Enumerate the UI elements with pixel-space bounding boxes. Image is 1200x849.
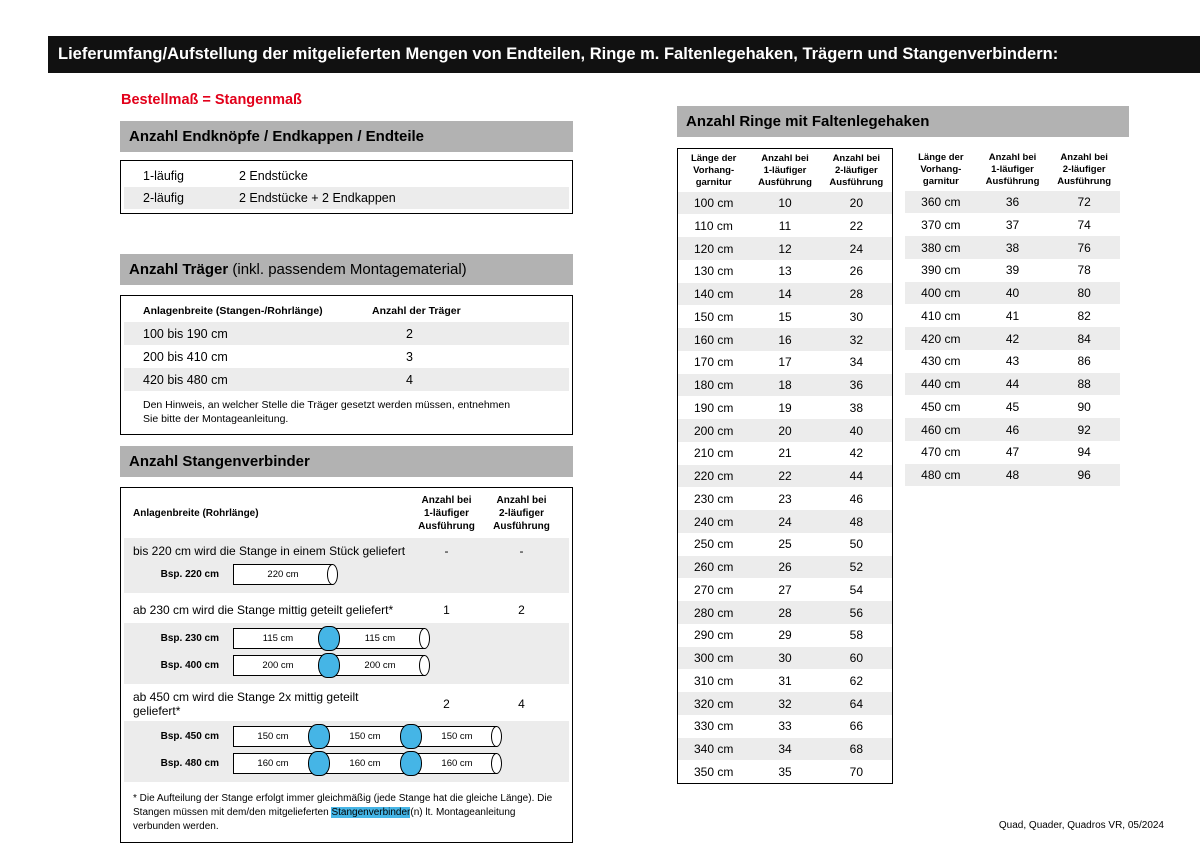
ring-count2-cell: 48 (849, 514, 863, 529)
ring-table-row (905, 282, 1120, 305)
ring-table-row (678, 578, 892, 601)
verbinder-count2-cell: 4 (518, 697, 525, 711)
ring-count1-cell: 27 (778, 582, 792, 597)
ring-table-row (678, 351, 892, 374)
rod-segment: 160 cm (325, 753, 405, 774)
ring-length-cell: 220 cm (693, 469, 734, 483)
ring-table-row (678, 396, 892, 419)
ring-table-row (905, 191, 1120, 214)
endteile-value-cell: 2 Endstücke (239, 169, 308, 183)
rod-connector-icon (318, 653, 340, 678)
footnote-text-pre: * Die Aufteilung der Stange erfolgt immer gleichmäßig (jede Stange hat die gleiche Länge). Die Stangen müssen mit dem/den mitgelieferten (133, 793, 553, 818)
ring-count1-cell: 22 (778, 469, 792, 483)
footnote-text-post: (n) lt. Montageanleitung verbunden werden. (133, 807, 516, 832)
ring-col-header (678, 153, 749, 189)
ring-count2-cell: 28 (849, 287, 863, 301)
rod-example (124, 652, 569, 679)
ring-table-row (678, 624, 892, 647)
rod-endcap-icon (491, 753, 502, 774)
ring-table-right (905, 148, 1120, 486)
ring-table-row (678, 556, 892, 579)
ring-count1-cell: 16 (778, 332, 792, 347)
ring-table-row (905, 236, 1120, 259)
section-header-ringe (677, 106, 1129, 137)
rod-endcap-icon (491, 726, 502, 747)
ring-count2-cell: 78 (1077, 263, 1091, 278)
ring-col-header-line: Länge der (918, 152, 964, 163)
ring-table-row (678, 328, 892, 351)
ring-count2-cell: 32 (849, 332, 863, 347)
traeger-rows (124, 322, 569, 391)
ring-count1-cell: 12 (778, 241, 792, 256)
ring-count1-cell: 31 (778, 673, 792, 688)
ring-col-header-line: garnitur (922, 175, 959, 187)
ring-count1-cell: 20 (778, 423, 792, 438)
verbinder-group-header (124, 599, 569, 620)
ring-length-cell: 360 cm (921, 195, 961, 209)
ring-length-cell: 470 cm (921, 445, 961, 460)
ring-table-row (905, 350, 1120, 373)
ring-length-cell: 450 cm (921, 399, 961, 414)
ring-length-cell: 380 cm (921, 240, 961, 255)
ring-table-row (678, 647, 892, 670)
ring-count1-cell: 17 (778, 355, 792, 370)
page-title: Lieferumfang/Aufstellung der mitgelieferten Mengen von Endteilen, Ringe m. Faltenlegehaken, Trägern und Stangenverbindern: (58, 45, 1059, 63)
ring-length-cell: 430 cm (921, 354, 961, 369)
ring-length-cell: 320 cm (693, 696, 734, 711)
ring-table-header (905, 148, 1120, 191)
ring-length-cell: 270 cm (693, 582, 734, 597)
rod-segment: 115 cm (233, 628, 323, 649)
ring-table-row (678, 738, 892, 761)
rod-diagram (233, 724, 502, 749)
ring-count2-cell: 74 (1077, 217, 1091, 232)
ring-count1-cell: 39 (1005, 263, 1020, 278)
ring-count2-cell: 44 (849, 469, 863, 483)
ring-length-cell: 300 cm (693, 651, 734, 665)
title-bar (48, 36, 1200, 73)
rod-example (124, 750, 569, 777)
ring-table-row (905, 373, 1120, 396)
rod-diagram (233, 751, 502, 776)
ring-count1-cell: 34 (778, 742, 792, 756)
verbinder-count1-cell: 1 (443, 602, 450, 617)
ring-count2-cell: 34 (849, 355, 863, 370)
ring-table-row (678, 510, 892, 533)
ring-count1-cell: 40 (1005, 286, 1020, 300)
ring-count2-cell: 56 (849, 605, 863, 620)
ring-length-cell: 250 cm (693, 537, 734, 552)
ring-count2-cell: 84 (1077, 331, 1091, 346)
ring-length-cell: 100 cm (693, 196, 734, 210)
rod-segment: 115 cm (335, 628, 425, 649)
ring-table-row (678, 283, 892, 306)
ring-count2-cell: 64 (849, 696, 863, 711)
endteile-row (124, 187, 569, 209)
verbinder-count1-cell: - (444, 543, 449, 558)
verbinder-group-text: ab 230 cm wird die Stange mittig geteilt geliefert* (133, 602, 394, 617)
ring-count2-cell: 88 (1077, 377, 1091, 391)
ring-table-row (678, 305, 892, 328)
verbinder-group (124, 599, 569, 684)
ring-col-header (905, 152, 977, 188)
ring-length-cell: 210 cm (693, 446, 734, 461)
verbinder-group-text: ab 450 cm wird die Stange 2x mittig geteilt geliefert* (133, 690, 359, 718)
traeger-col-anzahl: Anzahl der Träger (372, 305, 461, 317)
rod-connector-icon (318, 626, 340, 651)
ring-length-cell: 110 cm (694, 218, 733, 233)
section-header-traeger (120, 254, 573, 285)
verbinder-example-block (124, 623, 569, 684)
ring-count1-cell: 24 (778, 514, 792, 529)
ring-table-row (678, 465, 892, 488)
ring-count2-cell: 90 (1077, 399, 1091, 414)
ring-count2-cell: 82 (1077, 308, 1091, 323)
ring-count1-cell: 18 (778, 378, 792, 392)
verbinder-group-header (124, 540, 569, 561)
ring-count1-cell: 43 (1005, 354, 1020, 369)
ring-length-cell: 340 cm (693, 742, 734, 756)
ring-length-cell: 240 cm (693, 514, 734, 529)
ring-count2-cell: 38 (849, 400, 863, 415)
verbinder-col-2-laeufig-line: Anzahl bei (496, 495, 547, 506)
ring-length-cell: 170 cm (693, 355, 734, 370)
ring-count1-cell: 19 (778, 400, 792, 415)
rod-example-label: Bsp. 450 cm (160, 731, 219, 742)
ring-count2-cell: 60 (849, 651, 863, 665)
ring-col-header (821, 153, 892, 189)
section-header-traeger-sublabel: (inkl. passendem Montagematerial) (228, 261, 467, 278)
ring-table-row (678, 237, 892, 260)
endteile-row (124, 165, 569, 187)
traeger-range-cell: 420 bis 480 cm (143, 372, 228, 387)
ring-length-cell: 290 cm (693, 628, 734, 643)
verbinder-col-2-laeufig-line: Ausführung (493, 521, 550, 532)
verbinder-col-2-laeufig (484, 494, 559, 533)
ring-count1-cell: 26 (778, 560, 792, 574)
ring-count2-cell: 80 (1077, 286, 1091, 300)
rod-segment: 150 cm (417, 726, 497, 747)
ring-col-header-line: Anzahl bei (988, 152, 1037, 163)
ring-count1-cell: 29 (778, 628, 792, 643)
ring-length-cell: 260 cm (693, 560, 734, 574)
ring-table-row (905, 259, 1120, 282)
verbinder-col-1-laeufig-line: 1-läufiger (423, 508, 469, 519)
ring-count2-cell: 58 (849, 628, 863, 643)
verbinder-col-1-laeufig (409, 494, 484, 533)
ring-count1-cell: 13 (778, 264, 792, 279)
ring-length-cell: 410 cm (921, 308, 961, 323)
ring-table-row (905, 213, 1120, 236)
rod-connector-icon (308, 724, 330, 749)
traeger-row (124, 322, 569, 345)
ring-count2-cell: 92 (1077, 422, 1091, 437)
rod-example-label: Bsp. 220 cm (160, 569, 219, 580)
endteile-type-cell: 1-läufig (143, 169, 184, 183)
ring-col-header-line: Anzahl bei (761, 153, 809, 164)
footnote-highlight: Stangenverbinder (331, 807, 411, 818)
ring-count1-cell: 46 (1005, 422, 1020, 437)
traeger-table (120, 295, 573, 435)
verbinder-count2-cell: - (519, 543, 524, 558)
section-header-endteile-label: Anzahl Endknöpfe / Endkappen / Endteile (129, 128, 425, 145)
endteile-value-cell: 2 Endstücke + 2 Endkappen (239, 191, 396, 205)
ring-count2-cell: 76 (1077, 240, 1091, 255)
ring-length-cell: 230 cm (693, 491, 734, 506)
section-header-verbinder-label: Anzahl Stangenverbinder (129, 453, 310, 470)
ring-count2-cell: 54 (849, 582, 863, 597)
ring-length-cell: 130 cm (693, 264, 734, 279)
ring-count1-cell: 33 (778, 719, 792, 734)
ring-table-row (678, 374, 892, 397)
ring-length-cell: 420 cm (921, 331, 961, 346)
ring-table-header (678, 149, 892, 192)
rod-example (124, 723, 569, 750)
ring-table-row (678, 192, 892, 215)
ring-length-cell: 400 cm (921, 286, 961, 300)
rod-example (124, 561, 569, 588)
ring-table-row (678, 260, 892, 283)
verbinder-group (124, 690, 569, 782)
traeger-range-cell: 200 bis 410 cm (143, 349, 228, 364)
ring-table-row (905, 395, 1120, 418)
ring-col-header-line: Ausführung (985, 175, 1040, 187)
traeger-table-header (124, 300, 569, 322)
ring-table-left (677, 148, 893, 784)
ring-table-row (905, 441, 1120, 464)
verbinder-example-block (124, 721, 569, 782)
verbinder-col-1-laeufig-line: Ausführung (418, 521, 475, 532)
ring-count1-cell: 41 (1005, 308, 1020, 323)
traeger-row (124, 345, 569, 368)
ring-length-cell: 330 cm (693, 719, 734, 734)
traeger-count-cell: 2 (406, 326, 413, 341)
ring-length-cell: 350 cm (693, 764, 734, 779)
rod-connector-icon (400, 751, 422, 776)
ring-count2-cell: 46 (849, 491, 863, 506)
section-header-traeger-label: Anzahl Träger (129, 261, 229, 278)
ring-length-cell: 190 cm (693, 400, 734, 415)
ring-count1-cell: 35 (778, 764, 792, 779)
ring-count1-cell: 11 (778, 218, 792, 233)
ring-count2-cell: 24 (849, 241, 863, 256)
rod-diagram (233, 564, 338, 585)
section-header-endteile (120, 121, 573, 152)
rod-example-label: Bsp. 400 cm (160, 660, 219, 671)
ring-length-cell: 180 cm (693, 378, 734, 392)
verbinder-count1-cell: 2 (443, 697, 450, 711)
rod-endcap-icon (327, 564, 338, 585)
ring-table-row (678, 533, 892, 556)
ring-length-cell: 140 cm (693, 287, 734, 301)
ring-count2-cell: 50 (849, 537, 863, 552)
verbinder-col-2-laeufig-line: 2-läufiger (498, 508, 544, 519)
verbinder-table-header (124, 494, 569, 533)
verbinder-count2-cell: 2 (518, 602, 525, 617)
ring-count2-cell: 86 (1077, 354, 1091, 369)
rod-diagram (233, 653, 430, 678)
ring-table-row (678, 715, 892, 738)
rod-segment: 160 cm (417, 753, 497, 774)
ring-table-row (678, 760, 892, 783)
rod-example-label: Bsp. 480 cm (160, 758, 219, 769)
rod-segment: 200 cm (233, 655, 323, 676)
ring-length-cell: 200 cm (693, 423, 734, 438)
rod-segment: 200 cm (335, 655, 425, 676)
section-header-verbinder (120, 446, 573, 477)
ring-count2-cell: 68 (849, 742, 863, 756)
ring-table-row (678, 692, 892, 715)
verbinder-group (124, 538, 569, 593)
ring-length-cell: 390 cm (921, 263, 961, 278)
ring-table-row (678, 669, 892, 692)
traeger-range-cell: 100 bis 190 cm (143, 326, 228, 341)
ring-table-row (905, 418, 1120, 441)
ring-count1-cell: 42 (1005, 331, 1020, 346)
ring-count2-cell: 22 (849, 218, 863, 233)
verbinder-col-anlagenbreite: Anlagenbreite (Rohrlänge) (133, 508, 259, 519)
ring-length-cell: 160 cm (693, 332, 734, 347)
ring-count1-cell: 37 (1005, 217, 1020, 232)
rod-connector-icon (308, 751, 330, 776)
ring-length-cell: 280 cm (693, 605, 734, 620)
verbinder-group-header (124, 690, 569, 718)
ring-col-header-line: 1-läufiger (991, 163, 1034, 175)
rod-diagram (233, 626, 430, 651)
ring-col-header-line: garnitur (695, 176, 732, 188)
ring-table-row (678, 601, 892, 624)
ring-count1-cell: 45 (1005, 399, 1020, 414)
rod-segment: 150 cm (325, 726, 405, 747)
ring-col-header-line: Vorhang- (920, 163, 962, 175)
ring-col-header-line: 1-läufiger (763, 164, 807, 176)
rod-example-label: Bsp. 230 cm (160, 633, 219, 644)
ring-col-header-line: Länge der (690, 153, 737, 164)
verbinder-footnote (124, 788, 569, 834)
page-footer: Quad, Quader, Quadros VR, 05/2024 (998, 820, 1164, 831)
ring-count1-cell: 25 (778, 537, 792, 552)
ring-count1-cell: 23 (778, 491, 792, 506)
verbinder-groups (124, 538, 569, 782)
ring-length-cell: 460 cm (921, 422, 961, 437)
ring-table-row (678, 419, 892, 442)
ring-count1-cell: 28 (778, 605, 792, 620)
rod-connector-icon (400, 724, 422, 749)
ring-count2-cell: 30 (849, 309, 863, 324)
section-header-ringe-label: Anzahl Ringe mit Faltenlegehaken (686, 113, 930, 130)
ring-table-row (905, 464, 1120, 487)
verbinder-table (120, 487, 573, 843)
ring-count1-cell: 30 (778, 651, 792, 665)
endteile-table (120, 160, 573, 214)
ring-col-header-line: Ausführung (829, 176, 884, 188)
ring-count1-cell: 38 (1005, 240, 1020, 255)
ring-length-cell: 440 cm (921, 377, 961, 391)
ring-length-cell: 310 cm (693, 673, 734, 688)
ring-count2-cell: 62 (849, 673, 863, 688)
ring-count2-cell: 96 (1077, 468, 1091, 482)
ring-count1-cell: 21 (778, 446, 792, 461)
traeger-col-anlagenbreite: Anlagenbreite (Stangen-/Rohrlänge) (143, 305, 323, 317)
ring-length-cell: 150 cm (693, 309, 734, 324)
subtitle-bestellmass: Bestellmaß = Stangenmaß (121, 92, 302, 108)
ring-col-header-line: 2-läufiger (1062, 163, 1106, 175)
rod-segment: 150 cm (233, 726, 313, 747)
ring-count1-cell: 36 (1005, 195, 1020, 209)
ring-count1-cell: 47 (1005, 445, 1020, 460)
rod-example (124, 625, 569, 652)
traeger-note: Den Hinweis, an welcher Stelle die Träger gesetzt werden müssen, entnehmen Sie bitte der Montageanleitung. (143, 399, 511, 426)
ring-col-header-line: 2-läufiger (834, 164, 878, 176)
ring-table-row (678, 487, 892, 510)
ring-length-cell: 370 cm (921, 217, 961, 232)
ring-table-row (678, 214, 892, 237)
ring-count2-cell: 72 (1077, 195, 1091, 209)
ring-count1-cell: 10 (778, 196, 792, 210)
ring-col-header-line: Ausführung (1057, 175, 1112, 187)
verbinder-group-text: bis 220 cm wird die Stange in einem Stück geliefert (133, 543, 406, 558)
ring-count1-cell: 32 (778, 696, 792, 711)
endteile-type-cell: 2-läufig (143, 191, 184, 205)
ring-col-header (977, 152, 1049, 188)
ring-col-header-line: Vorhang- (693, 164, 735, 176)
ring-count2-cell: 20 (849, 196, 863, 210)
traeger-count-cell: 3 (406, 349, 413, 364)
ring-col-header-line: Ausführung (758, 176, 812, 188)
ring-table-row (905, 327, 1120, 350)
ring-length-cell: 120 cm (693, 241, 734, 256)
ring-count2-cell: 36 (849, 378, 863, 392)
ring-col-header (749, 153, 820, 189)
ring-length-cell: 480 cm (921, 468, 961, 482)
rod-endcap-icon (419, 628, 430, 649)
ring-count2-cell: 66 (849, 719, 863, 734)
ring-count1-cell: 15 (778, 309, 792, 324)
traeger-count-cell: 4 (406, 372, 413, 387)
ring-count1-cell: 48 (1005, 468, 1020, 482)
ring-count2-cell: 26 (849, 264, 863, 279)
ring-table-row (678, 442, 892, 465)
ring-count2-cell: 70 (849, 764, 863, 779)
ring-count1-cell: 14 (778, 287, 792, 301)
verbinder-col-1-laeufig-line: Anzahl bei (421, 495, 472, 506)
ring-count2-cell: 42 (849, 446, 863, 461)
rod-segment: 160 cm (233, 753, 313, 774)
ring-col-header (1048, 152, 1120, 188)
rod-endcap-icon (419, 655, 430, 676)
rod-segment: 220 cm (233, 564, 333, 585)
ring-count2-cell: 94 (1077, 445, 1091, 460)
ring-count1-cell: 44 (1005, 377, 1020, 391)
traeger-row (124, 368, 569, 391)
ring-count2-cell: 40 (849, 423, 863, 438)
ring-table-row (905, 304, 1120, 327)
ring-col-header-line: Anzahl bei (832, 153, 881, 164)
ring-col-header-line: Anzahl bei (1060, 152, 1108, 163)
ring-count2-cell: 52 (849, 560, 863, 574)
